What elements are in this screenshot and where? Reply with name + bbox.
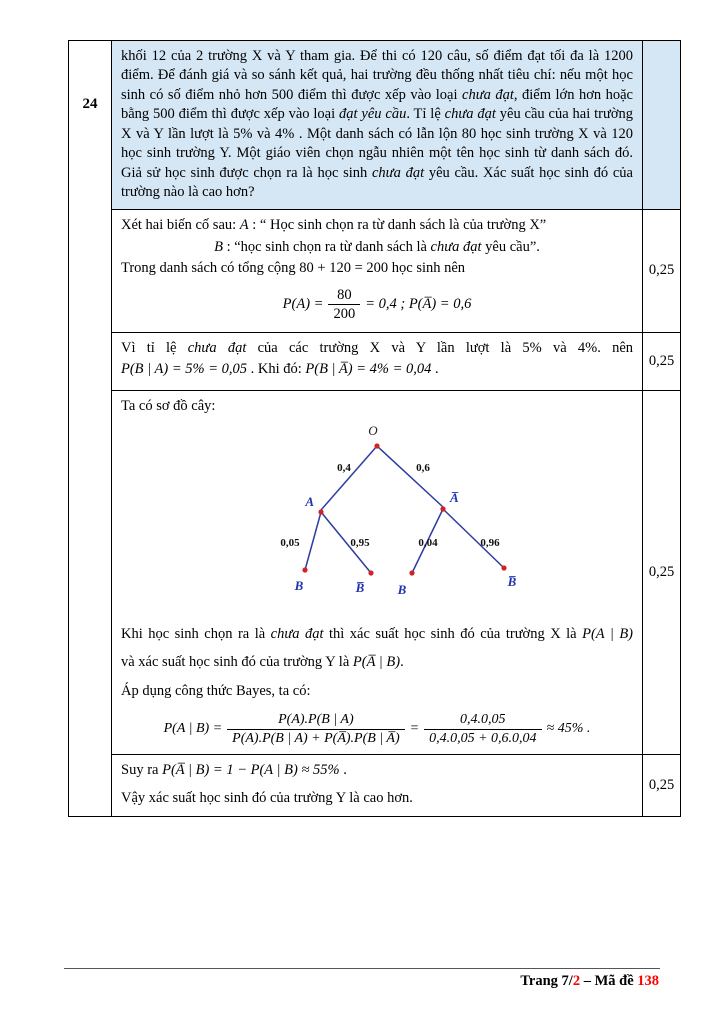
statement-segment: yêu cầu của hai trường X và Y lần lượt là 5% và 4% . Một danh sách có lẫn lộn 80 học sinh trường X và 120 học sinh trường Y. Một giáo viên chọn ngẫu nhiên một tên học sinh từ danh sách đó. Giả sử học sinh được chọn ra là học sinh [121,106,633,181]
math-expression: P(A) = [282,295,324,312]
tree-diagram-container [167,422,633,608]
tree-leaf-label-B-bar: B̅ [507,574,517,590]
math-expression: P(A̅ | B) = 1 − P(A | B) ≈ 55% [162,762,340,778]
solution-line [121,761,633,780]
statement-segment: . Tỉ lệ [406,106,445,123]
solution-row-1 [69,210,681,333]
text-segment: học sinh nên [388,260,466,277]
fraction [424,711,541,747]
fraction-numerator: 80 [328,286,360,305]
math-var: A [239,217,249,234]
tree-node-dots [302,444,506,576]
problem-row [69,41,681,210]
footer-exam-code: 138 [637,973,659,989]
math-expression: P(A | B) = [163,721,223,737]
footer-separator-line [64,968,660,969]
math-expression: P(B | A) = 5% = 0,05 [121,361,247,378]
fraction-numerator: P(A).P(B | A) [227,711,404,730]
fraction [227,711,404,747]
text-segment: của các trường X và Y lần lượt là 5% và 4%. nên [246,339,634,356]
text-segment: Ta có sơ đồ cây: [121,397,216,414]
tree-edge [377,446,443,507]
tree-node-label-A-bar: A̅ [450,490,459,506]
tree-branch-prob: 0,04 [418,537,438,550]
fraction-denominator: 200 [333,305,356,322]
tree-edge [305,512,321,570]
text-segment: . Khi đó: [246,361,306,378]
text-segment: : “ Học sinh chọn ra từ danh sách là của trường X” [248,217,547,234]
solution-row-4 [69,755,681,817]
formula-pa [121,286,633,323]
text-segment: Vậy xác suất học sinh đó của trường Y là cao hơn. [121,790,413,807]
text-segment: và xác suất học sinh đó của trường Y là [121,654,353,671]
question-number-cell [69,41,112,817]
problem-statement-cell [112,41,643,210]
math-expression: P(A | B) [582,625,634,642]
math-expression: P(A̅ | B) [352,654,401,671]
math-var: B [214,238,223,255]
tree-node-dot [374,444,379,449]
tree-node-dot [318,510,323,515]
fraction-denominator: P(A).P(B | A) + P(A̅).P(B | A̅) [232,730,400,746]
text-segment: yêu cầu”. [481,238,540,255]
footer-page-number: 2 [572,973,581,989]
score-cell [643,210,681,333]
text-segment: Trong danh sách có tổng cộng [121,260,300,277]
text-segment: : “học sinh chọn ra từ danh sách là [222,238,431,255]
text-segment: . [339,762,347,778]
score-value: 0,25 [648,262,675,279]
solution-line [121,360,633,379]
math-expression: 80 + 120 = 200 [299,260,389,277]
solution-line [121,625,633,644]
solution-line [121,682,633,701]
score-cell [643,390,681,754]
statement-segment: yêu cầu. Xác suất học sinh đó của trường nào là cao hơn? [121,164,633,200]
tree-branch-prob: 0,6 [416,462,430,475]
text-segment: . [400,654,404,671]
solution-step-1 [112,210,643,333]
tree-leaf-label-B: B [397,582,407,598]
tree-leaf-label-B: B [294,578,304,594]
tree-branch-prob: 0,4 [337,462,351,475]
solution-row-2 [69,332,681,390]
statement-segment: khối 12 của 2 trường X và Y tham gia. Để thi có 120 câu, số điểm đạt tối đa là 1200 điểm. Để đánh giá và so sánh kết quả, hai trường đều thống nhất tiêu chí: nếu một học sinh có số điểm nhỏ hơn 500 điểm thì được xếp vào loại [121,48,633,103]
score-value: 0,25 [648,352,675,369]
tree-root-label: O [368,423,378,439]
score-cell [643,755,681,817]
tree-edges [305,446,504,573]
tree-branch-prob: 0,96 [480,537,500,550]
math-expression: P(A̅) = 0,6 [408,295,472,312]
question-number: 24 [82,96,98,112]
text-segment: Áp dụng công thức Bayes, ta có: [121,682,311,699]
score-value: 0,25 [648,563,675,580]
tree-node-dot [302,568,307,573]
tree-branch-prob: 0,05 [280,537,300,550]
solution-line [121,397,633,416]
text-segment-italic: chưa đạt [187,339,247,356]
math-expression: P(B | A̅) = 4% = 0,04 [305,361,432,378]
equals-sign: = [409,721,420,737]
solution-line [121,339,633,358]
probability-tree-diagram [167,422,567,602]
text-segment: Suy ra [121,762,163,778]
tree-leaf-label-B-bar: B̅ [355,580,365,596]
solution-line [121,216,633,235]
bayes-formula [121,711,633,747]
text-segment-italic: chưa đạt [430,238,482,255]
tree-node-dot [368,571,373,576]
text-segment: Khi học sinh chọn ra là [121,625,271,642]
statement-segment: , điểm lớn hơn hoặc bằng 500 điểm thì được xếp vào loại [121,86,633,123]
fraction-numerator: 0,4.0,05 [424,711,541,730]
answer-key-table [68,40,681,817]
tree-node-dot [501,566,506,571]
solution-step-2 [112,332,643,390]
solution-line [121,259,633,278]
solution-line [121,789,633,808]
text-segment: . [431,361,439,378]
footer-exam-code-label: – Mã đề [580,973,638,989]
text-segment: Vì tỉ lệ [121,339,188,356]
statement-segment-italic: chưa đạt [462,86,514,103]
text-segment: thì xác suất học sinh đó của trường X là [323,625,583,642]
score-value: 0,25 [648,776,675,793]
solution-step-3 [112,390,643,754]
solution-line [121,238,633,257]
fraction-denominator: 0,4.0,05 + 0,6.0,04 [429,730,537,746]
math-expression: ≈ 45% . [546,721,591,737]
math-expression: = 0,4 ; [365,295,406,312]
fraction [328,286,360,323]
footer-page-label: Trang 7/ [520,973,573,989]
text-segment-italic: chưa đạt [270,625,324,642]
solution-row-3 [69,390,681,754]
tree-branch-prob: 0,95 [350,537,370,550]
tree-node-dot [440,507,445,512]
statement-segment-italic: chưa đạt [372,164,425,181]
problem-statement [121,47,633,202]
page-footer [520,973,659,990]
text-segment: Xét hai biến cố sau: [121,217,240,234]
tree-node-label-A: A [305,494,314,510]
solution-line [121,653,633,672]
statement-segment-italic: đạt yêu cầu [339,106,407,123]
statement-segment-italic: chưa đạt [444,106,496,123]
solution-step-4 [112,755,643,817]
score-cell [643,332,681,390]
tree-node-dot [409,571,414,576]
score-cell [643,41,681,210]
tree-edge [321,446,377,510]
